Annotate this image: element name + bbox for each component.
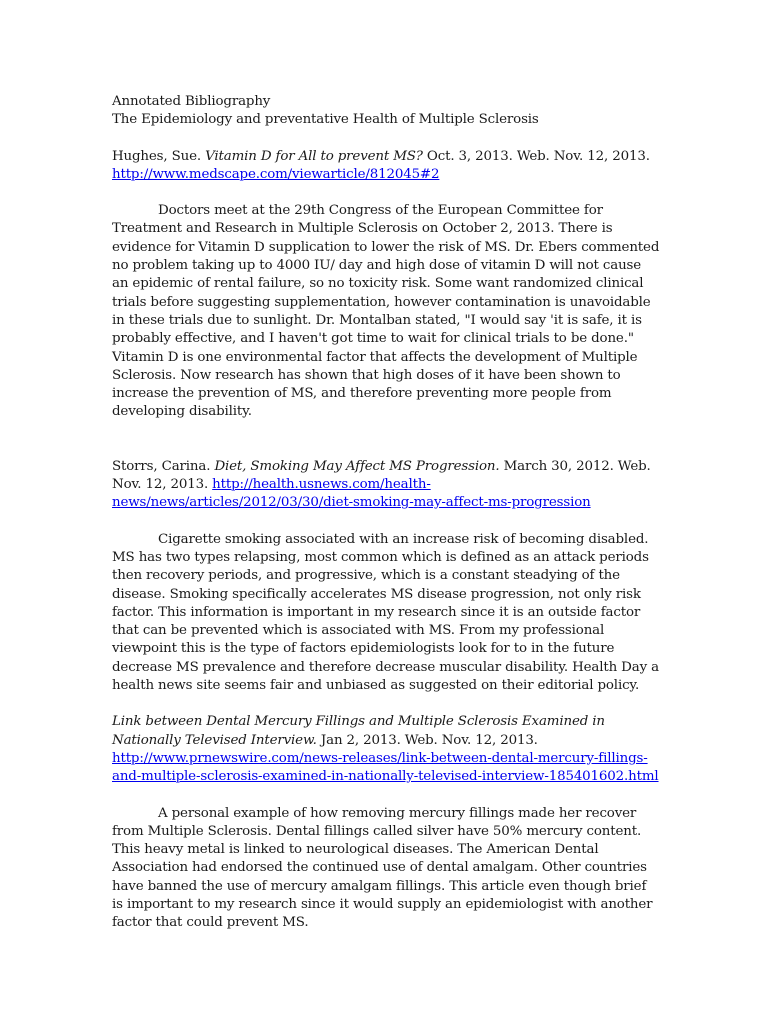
document-page [112, 93, 660, 933]
citation-2 [112, 458, 660, 513]
citation-1-date: Oct. 3, 2013. Web. Nov. 12, 2013. [422, 148, 650, 164]
document-heading: Annotated Bibliography [112, 94, 271, 109]
citation-2-author: Storrs, Carina. [112, 458, 215, 474]
citation-3 [112, 713, 660, 786]
citation-2-title: Diet, Smoking May Affect MS Progression. [214, 458, 500, 474]
annotation-1: Doctors meet at the 29th Congress of the European Committee for Treatment and Research in Multiple Sclerosis on October 2, 2013. There is evidence for Vitamin D supplication to lower the risk of MS. Dr. Ebers commented no problem taking up to 4000 IU/ day and high dose of vitamin D will not cause an epidemic of rental failure, so no toxicity risk. Some want randomized clinical trials before suggesting supplementation, however contamination is unavoidable in these trials due to sunlight. Dr. Montalban stated, "I would say 'it is safe, it is probably effective, and I haven't got time to wait for clinical trials to be done." Vitamin D is one environmental factor that affects the development of Multiple Sclerosis. Now research has shown that high doses of it have been shown to increase the prevention of MS, and therefore preventing more people from developing disability. [112, 203, 660, 420]
citation-3-date: Jan 2, 2013. Web. Nov. 12, 2013. [316, 732, 538, 748]
citation-2-date: March 30, 2012. Web. Nov. 12, 2013. [112, 458, 651, 493]
annotation-2: Cigarette smoking associated with an increase risk of becoming disabled. MS has two types relapsing, most common which is defined as an attack periods then recovery periods, and progressive, which is a constant steadying of the disease. Smoking specifically accelerates MS disease progression, not only risk factor. This information is important in my research since it is an outside factor that can be prevented which is associated with MS. From my professional viewpoint this is the type of factors epidemiologists look for to in the future decrease MS prevalence and therefore decrease muscular disability. Health Day a health news site seems fair and unbiased as suggested on their editorial policy. [112, 531, 659, 694]
document-subtitle: The Epidemiology and preventative Health of Multiple Sclerosis [112, 112, 539, 128]
citation-1-link[interactable]: http://www.medscape.com/viewarticle/812045#2 [112, 166, 440, 182]
citation-1-author: Hughes, Sue. [112, 148, 206, 164]
citation-3-title: Link between Dental Mercury Fillings and Multiple Sclerosis Examined in Nationally Televised Interview. [112, 714, 605, 748]
citation-1-title: Vitamin D for All to prevent MS? [205, 148, 423, 164]
citation-2-link[interactable]: http://health.usnews.com/health-news/news/articles/2012/03/30/diet-smoking-may-affect-ms-progression [112, 477, 591, 511]
citation-1 [112, 148, 660, 185]
citation-3-link[interactable]: http://www.prnewswire.com/news-releases/link-between-dental-mercury-fillings-and-multiple-sclerosis-examined-in-nationally-televised-interview-185401602.html [112, 750, 659, 785]
annotation-3: A personal example of how removing mercury fillings made her recover from Multiple Sclerosis. Dental fillings called silver have 50% mercury content. This heavy metal is linked to neurological diseases. The American Dental Association had endorsed the continued use of dental amalgam. Other countries have banned the use of mercury amalgam fillings. This article even though brief is important to my research since it would supply an epidemiologist with another factor that could prevent MS. [112, 805, 653, 931]
